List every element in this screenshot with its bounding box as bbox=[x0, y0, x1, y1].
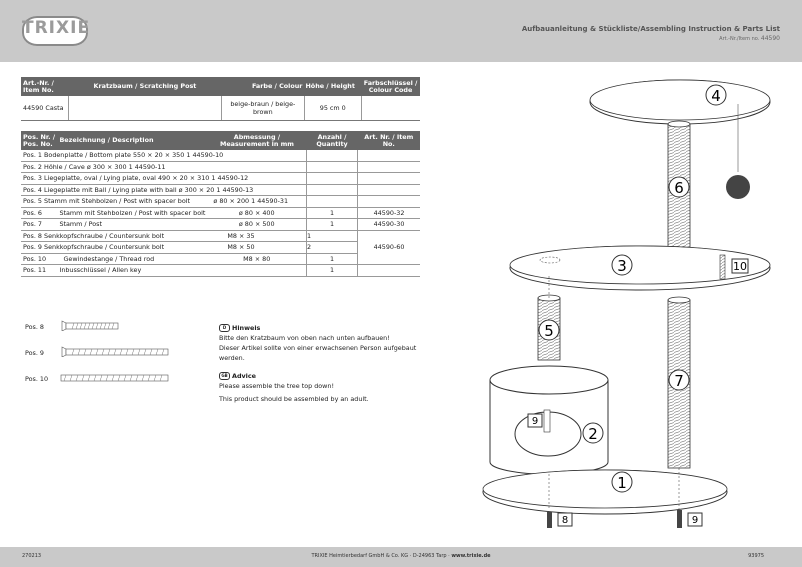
document-title: Aufbauanleitung & Stückliste/Assembling Instruction & Parts List bbox=[521, 25, 780, 33]
flag-d-icon: D bbox=[219, 324, 230, 332]
header-bar bbox=[0, 0, 802, 62]
parts-table: Pos. Nr. / Pos. No. Bezeichnung / Description Abmessung / Measurement in mm Anzahl / Quantity Art. Nr. / Item No. Pos. 1 Bodenplatte / Bottom plate 550 × 20 × 350 1 44590-10 Pos. 2 Höhle / Cave ø 300 × 300 1 44590-11 Pos. 3 Liegeplatte, oval / Lying plate, oval 490 × 20 × 310 1 44590-12 Pos. 4 Liegeplatte mit Ball / Lying plate with ball ø 300 × 20 1 44590-13 Pos. 5 Stamm mit Stehbolzen / Post with spacer bolt ø 80 × 200 1 44590-31 Pos. 6 Stamm mit Stehbolzen / Post with spacer bolt ø 80 × 400 1 44590-32 Pos. 7 Stamm / Post ø 80 × 500 1 44590-30 Pos. 8 Senkkopfschraube / Countersunk bolt M8 × 35 1 44590-60 Pos. 9 Senkkopfschraube / Countersunk bolt M8 × 50 2 Pos. 10 Gewindestange / Thread rod M8 × 80 1 Pos. 11 Inbusschlüssel / Allen key 1 bbox=[21, 131, 420, 277]
table-row: Pos. 8 Senkkopfschraube / Countersunk bolt M8 × 35 1 44590-60 bbox=[21, 230, 420, 242]
label-4: 4 bbox=[711, 87, 721, 105]
screw-label-9: Pos. 9 bbox=[25, 349, 44, 357]
note-english: GB Advice Please assemble the tree top down! This product should be assembled by an adult. bbox=[219, 372, 369, 403]
label-1: 1 bbox=[617, 474, 627, 492]
flag-gb-icon: GB bbox=[219, 372, 230, 380]
footer-code: 270213 bbox=[22, 553, 42, 559]
product-colour: beige-braun / beige-brown bbox=[221, 96, 304, 121]
footer-page-code: 93975 bbox=[748, 553, 764, 559]
label-2: 2 bbox=[588, 425, 598, 443]
footer-bar bbox=[0, 547, 802, 567]
label-6: 6 bbox=[674, 179, 684, 197]
product-table: Art.-Nr. / Item No. Kratzbaum / Scratching Post Farbe / Colour Höhe / Height Farbschlüssel / Colour Code 44590 Casta beige-braun / beige-brown 95 cm 0 bbox=[21, 77, 420, 121]
product-height: 95 cm 0 bbox=[304, 96, 361, 121]
table-row: Pos. 4 Liegeplatte mit Ball / Lying plate with ball ø 300 × 20 1 44590-13 bbox=[21, 184, 420, 196]
thread-rod-10 bbox=[60, 372, 170, 383]
table-row: Pos. 2 Höhle / Cave ø 300 × 300 1 44590-11 bbox=[21, 161, 420, 173]
hanging-ball bbox=[726, 175, 750, 199]
table-row: Pos. 5 Stamm mit Stehbolzen / Post with spacer bolt ø 80 × 200 1 44590-31 bbox=[21, 196, 420, 208]
label-9-base: 9 bbox=[691, 515, 699, 526]
label-10: 10 bbox=[733, 260, 747, 273]
label-7: 7 bbox=[674, 372, 684, 390]
table-row: Pos. 1 Bodenplatte / Bottom plate 550 × 20 × 350 1 44590-10 bbox=[21, 150, 420, 161]
countersunk-bolt-8 bbox=[60, 320, 120, 331]
note-german: D Hinweis Bitte den Kratzbaum von oben nach unten aufbauen! Dieser Artikel sollte von einer erwachsenen Person aufgebaut werden. bbox=[219, 324, 417, 362]
assembly-diagram bbox=[440, 62, 780, 547]
screw-label-8: Pos. 8 bbox=[25, 323, 44, 331]
table-row: Pos. 6 Stamm mit Stehbolzen / Post with spacer bolt ø 80 × 400 1 44590-32 bbox=[21, 207, 420, 219]
table-row: Pos. 3 Liegeplatte, oval / Lying plate, oval 490 × 20 × 310 1 44590-12 bbox=[21, 173, 420, 185]
footer-url[interactable]: www.trixie.de bbox=[451, 553, 491, 559]
label-5: 5 bbox=[544, 322, 554, 340]
table-row: Pos. 10 Gewindestange / Thread rod M8 × 80 1 bbox=[21, 253, 420, 265]
table-row: Pos. 11 Inbusschlüssel / Allen key 1 bbox=[21, 265, 420, 277]
countersunk-bolt-9 bbox=[60, 346, 170, 357]
label-3: 3 bbox=[617, 257, 627, 275]
trixie-logo: TRIXIE bbox=[22, 16, 88, 46]
table-row: Pos. 9 Senkkopfschraube / Countersunk bolt M8 × 50 2 bbox=[21, 242, 420, 254]
screw-label-10: Pos. 10 bbox=[25, 375, 49, 383]
label-8: 8 bbox=[561, 515, 569, 526]
item-number: Art.-Nr./Item no. 44590 bbox=[719, 35, 780, 42]
label-9-cave: 9 bbox=[531, 416, 539, 427]
product-item: 44590 Casta bbox=[21, 96, 69, 121]
table-row: Pos. 7 Stamm / Post ø 80 × 500 1 44590-30 bbox=[21, 219, 420, 231]
footer-company: TRIXIE Heimtierbedarf GmbH & Co. KG · D-24963 Tarp · www.trixie.de bbox=[311, 553, 491, 559]
